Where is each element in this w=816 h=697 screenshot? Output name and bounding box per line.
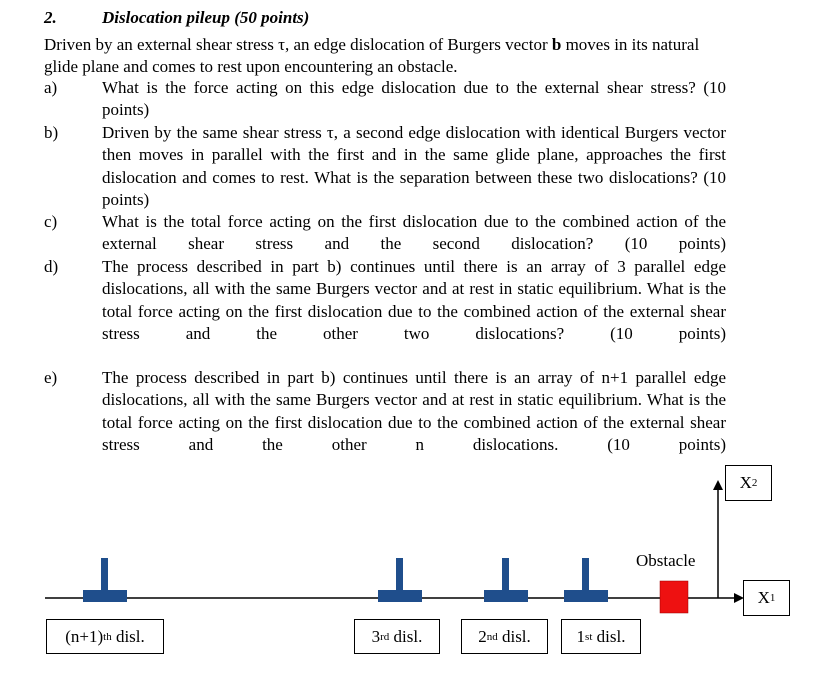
part-text: Driven by the same shear stress τ, a second edge dislocation with identical Burgers vector then moves in parallel with the first and in the same glide plane, approaches the first dislocation and comes to rest. What is the separation between these two dislocations? (10 points) bbox=[102, 123, 726, 209]
dislocation-stem bbox=[101, 558, 108, 594]
dislocation-stem bbox=[396, 558, 403, 594]
part-label: e) bbox=[44, 368, 58, 387]
label-prefix: 2 bbox=[478, 626, 487, 646]
dislocation-stem bbox=[502, 558, 509, 594]
obstacle-block bbox=[660, 581, 688, 613]
label-prefix: 1 bbox=[576, 626, 586, 646]
part-text: What is the force acting on this edge dislocation due to the external shear stress? (10 points) bbox=[102, 78, 726, 120]
label-prefix: 3 bbox=[371, 626, 381, 646]
dislocation-base bbox=[564, 590, 608, 602]
part-label: c) bbox=[44, 212, 58, 231]
label-third-dislocation: 3 rd disl. bbox=[354, 619, 440, 654]
dislocation-first bbox=[564, 558, 608, 602]
problem-number: 2. bbox=[44, 8, 57, 27]
dislocation-nplus1 bbox=[83, 558, 127, 602]
intro-text-before: Driven by an external shear stress τ, an edge dislocation of Burgers vector bbox=[44, 35, 552, 54]
burgers-vector-symbol: b bbox=[551, 35, 562, 54]
label-suffix: disl. bbox=[497, 626, 531, 646]
x2-axis-label: X 2 bbox=[725, 465, 772, 501]
intro-text-after: moves in its natural glide plane and comes to rest upon encountering an obstacle. bbox=[44, 35, 700, 76]
dislocation-second bbox=[484, 558, 528, 602]
dislocation-base bbox=[484, 590, 528, 602]
label-suffix: disl. bbox=[592, 626, 626, 646]
label-second-dislocation: 2 nd disl. bbox=[461, 619, 548, 654]
label-suffix: disl. bbox=[111, 626, 145, 646]
part-text: The process described in part b) continues until there is an array of 3 parallel edge dislocations, all with the same Burgers vector and at rest in static equilibrium. What is the total force acting on the first dislocation due to the combined action of the external shear stress and the other two dislocations? (10 points) bbox=[102, 257, 726, 343]
part-text: The process described in part b) continues until there is an array of n+1 parallel edge dislocations, all with the same Burgers vector and at rest in static equilibrium. What is the total force acting on the first dislocation due to the combined action of the external shear stress and the other n dislocations. (10 points) bbox=[102, 368, 726, 454]
part-label: b) bbox=[44, 123, 59, 142]
part-text: What is the total force acting on the first dislocation due to the combined action of the external shear stress and the second dislocation? (10 points) bbox=[102, 212, 726, 254]
label-nplus1-dislocation: (n+1) th disl. bbox=[46, 619, 164, 654]
x2-axis-label-base: X bbox=[739, 473, 752, 492]
dislocation-stem bbox=[582, 558, 589, 594]
part-label: d) bbox=[44, 257, 59, 276]
x1-axis-label: X 1 bbox=[743, 580, 790, 616]
label-suffix: disl. bbox=[389, 626, 423, 646]
dislocation-third bbox=[378, 558, 422, 602]
dislocation-base bbox=[378, 590, 422, 602]
x1-axis-label-base: X bbox=[757, 588, 770, 607]
label-prefix: (n+1) bbox=[65, 626, 104, 646]
part-label: a) bbox=[44, 78, 58, 97]
dislocation-base bbox=[83, 590, 127, 602]
problem-title: Dislocation pileup (50 points) bbox=[102, 8, 310, 27]
obstacle-label: Obstacle bbox=[636, 551, 696, 570]
label-first-dislocation: 1 st disl. bbox=[561, 619, 641, 654]
